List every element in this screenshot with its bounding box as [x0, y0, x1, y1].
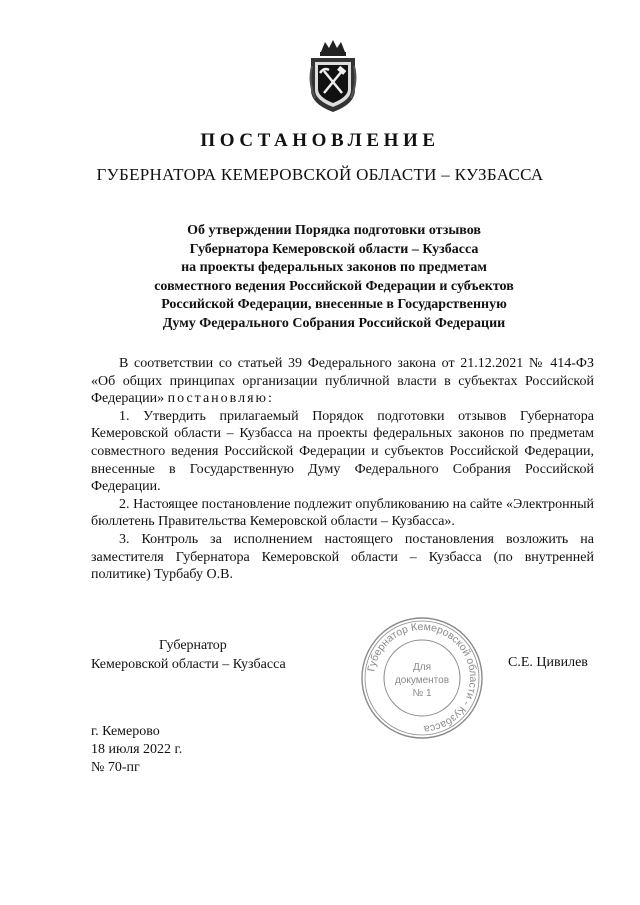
item-1-paragraph: 1. Утвердить прилагаемый Порядок подготовки отзывов Губернатора Кемеровской области – Кузбасса на проекты федеральных законов по предметам совместного ведения Российской Федерации и субъектов Российской Федерации, внесенные в Государственную Думу Федерального Собрания Российской Федерации. [91, 408, 594, 495]
seal-center-line2: документов [394, 675, 450, 686]
signatory-title [91, 636, 311, 674]
seal-center-line3: № 1 [412, 688, 432, 699]
document-title: ПОСТАНОВЛЕНИЕ [200, 130, 440, 151]
seal-center-line1: Для [412, 662, 432, 673]
city: г. Кемерово [91, 724, 160, 739]
heading-line: Думу Федерального Собрания Российской Федерации [162, 315, 506, 331]
heading-line: совместного ведения Российской Федерации и субъектов [154, 278, 514, 294]
document-number: № 70-пг [91, 760, 140, 775]
heading-line: Российской Федерации, внесенные в Государственную [161, 297, 507, 312]
heading-line: на проекты федеральных законов по предметам [181, 260, 487, 275]
heading-line: Губернатора Кемеровской области – Кузбасса [189, 241, 479, 257]
heading-line: Об утверждении Порядка подготовки отзывов [187, 223, 481, 238]
document-subtitle: ГУБЕРНАТОРА КЕМЕРОВСКОЙ ОБЛАСТИ – КУЗБАССА [96, 165, 544, 184]
decree-word: постановляю: [167, 391, 274, 407]
decree-heading [100, 222, 568, 333]
preamble-text: В соответствии со статьей 39 Федерального закона от 21.12.2021 № 414-ФЗ «Об общих принципах организации публичной власти в субъектах Российской Федерации» [91, 356, 594, 407]
preamble-paragraph [91, 355, 594, 408]
document-footer [91, 723, 182, 777]
item-3-paragraph: 3. Контроль за исполнением настоящего постановления возложить на заместителя Губернатора Кемеровской области – Кузбасса (по внутренней политике) Турбабу О.В. [91, 531, 594, 583]
signatory-title-line2: Кемеровской области – Кузбасса [91, 657, 286, 672]
decree-body [91, 355, 594, 584]
coat-of-arms-icon [305, 38, 361, 114]
official-seal [359, 615, 485, 741]
document-date: 18 июля 2022 г. [91, 742, 183, 757]
signatory-name: С.Е. Цивилев [508, 655, 588, 670]
item-2-paragraph: 2. Настоящее постановление подлежит опубликованию на сайте «Электронный бюллетень Правительства Кемеровской области – Кузбасса». [91, 496, 594, 530]
signatory-title-line1: Губернатор [159, 638, 227, 653]
seal-ring-textpath: Губернатор Кемеровской области - Кузбасса [365, 620, 480, 736]
